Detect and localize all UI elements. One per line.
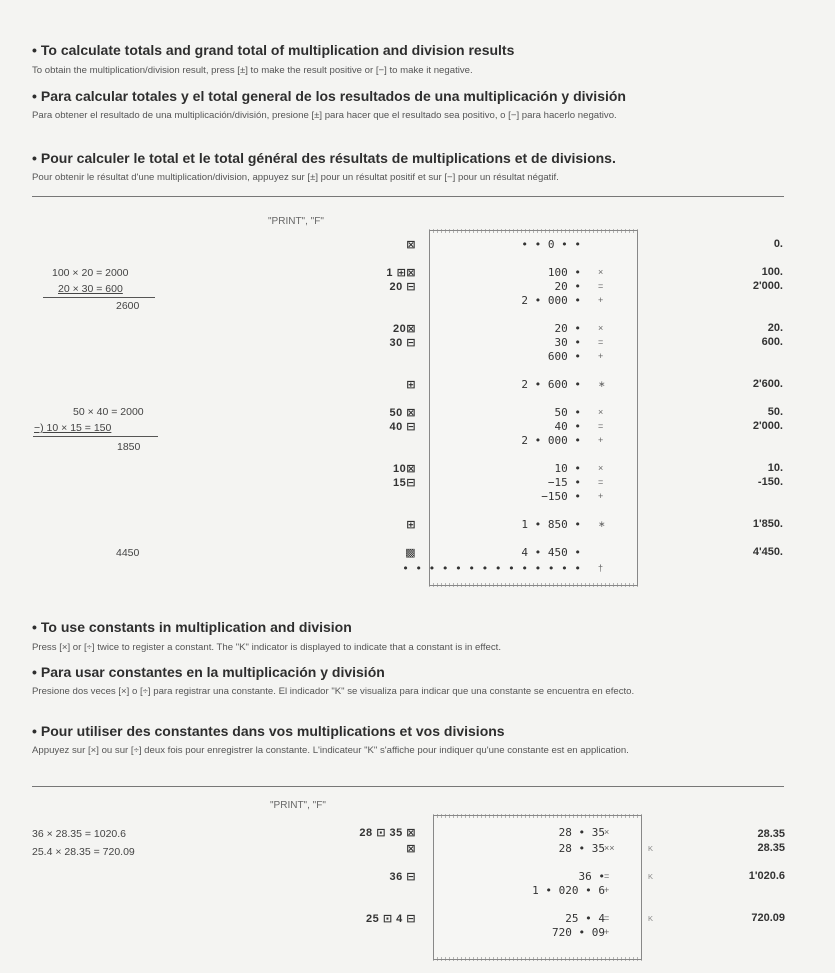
tape-operator: =: [598, 421, 604, 431]
calc-line: 50 × 40 = 2000: [73, 406, 144, 418]
section2-print-label: "PRINT", "F": [270, 800, 326, 811]
key-sequence: ⊠: [406, 843, 416, 855]
tape-number: −150 •: [541, 490, 581, 503]
key-sequence: 40 ⊟: [389, 421, 416, 433]
tape-operator: +: [598, 435, 604, 445]
key-sequence: 28 ⊡ 35 ⊠: [359, 827, 416, 839]
tape-number: −15 •: [547, 476, 581, 489]
display-value: 2'600.: [752, 378, 783, 390]
tape-number: 720 • 09: [552, 926, 605, 939]
display-value: 2'000.: [752, 420, 783, 432]
section2-body-en: Press [×] or [÷] twice to register a constant. The "K" indicator is displayed to indicate that a constant is in effect.: [32, 642, 501, 653]
key-sequence: 30 ⊟: [389, 337, 416, 349]
tape-operator: ×: [598, 323, 604, 333]
tape-number: 20 •: [554, 280, 581, 293]
key-sequence: ⊞: [406, 379, 416, 391]
tape-operator: ∗: [598, 519, 606, 529]
tape-operator: ×: [598, 407, 604, 417]
tape-operator: +: [598, 491, 604, 501]
key-sequence: 20⊠: [393, 323, 416, 335]
calc-line: 25.4 × 28.35 = 720.09: [32, 846, 135, 858]
tape-operator: =: [604, 871, 610, 881]
section2-title-en: • To use constants in multiplication and division: [32, 619, 352, 635]
display-value: 1'020.6: [748, 870, 785, 882]
key-sequence: ⊞: [406, 519, 416, 531]
calc-line: 20 × 30 = 600: [58, 283, 123, 295]
tape-operator: +: [598, 295, 604, 305]
tape-operator: =: [598, 337, 604, 347]
tape-operator: ×: [598, 267, 604, 277]
calc-line: 100 × 20 = 2000: [52, 267, 129, 279]
calc-line: −) 10 × 15 = 150: [34, 422, 112, 434]
section1-title-fr: • Pour calculer le total et le total général des résultats de multiplications et de divisions.: [32, 150, 616, 166]
section2-body-fr: Appuyez sur [×] ou sur [÷] deux fois pour enregistrer la constante. L'indicateur "K" s'affiche pour indiquer qu'une constante est en application.: [32, 745, 629, 756]
tape-operator: ×: [598, 463, 604, 473]
tape-tear-edge: [429, 229, 638, 233]
display-value: 28.35: [757, 842, 785, 854]
key-sequence: 25 ⊡ 4 ⊟: [366, 913, 416, 925]
section1-title-en: • To calculate totals and grand total of multiplication and division results: [32, 42, 515, 58]
display-value: 28.35: [757, 828, 785, 840]
tape-tear-edge: [433, 957, 642, 961]
display-value: 4'450.: [752, 546, 783, 558]
tape-operator: =: [604, 913, 610, 923]
calc-subtotal: 2600: [116, 300, 140, 312]
display-value: 1'850.: [752, 518, 783, 530]
paper-tape: [429, 230, 638, 586]
tape-number: 2 • 000 •: [521, 434, 581, 447]
calc-subtotal: 1850: [117, 441, 141, 453]
k-indicator: K: [648, 872, 654, 881]
key-sequence: 50 ⊠: [389, 407, 416, 419]
section1-body-en: To obtain the multiplication/division result, press [±] to make the result positive or [−] to make it negative.: [32, 65, 473, 76]
tape-number: 36 •: [578, 870, 605, 883]
key-sequence: 15⊟: [393, 477, 416, 489]
display-value: 600.: [761, 336, 783, 348]
key-sequence: ▩: [405, 547, 416, 559]
tape-number: 50 •: [554, 406, 581, 419]
display-value: 720.09: [751, 912, 785, 924]
section1-body-fr: Pour obtenir le résultat d'une multiplication/division, appuyez sur [±] pour un résultat positif et sur [−] pour un résultat négatif.: [32, 172, 559, 183]
key-sequence: 36 ⊟: [389, 871, 416, 883]
tape-number: 10 •: [554, 462, 581, 475]
tape-operator: =: [598, 477, 604, 487]
tape-number: 4 • 450 •: [521, 546, 581, 559]
calc-sum-line: [43, 297, 155, 298]
section2-body-es: Presione dos veces [×] o [÷] para registrar una constante. El indicador "K" se visualiza para indicar que una constante se encuentra en efecto.: [32, 686, 635, 697]
display-value: 2'000.: [752, 280, 783, 292]
tape-number: 40 •: [554, 420, 581, 433]
tape-number: 25 • 4: [565, 912, 605, 925]
tape-number: 100 •: [547, 266, 581, 279]
tape-number: 2 • 000 •: [521, 294, 581, 307]
display-value: 10.: [767, 462, 783, 474]
section2-title-fr: • Pour utiliser des constantes dans vos multiplications et vos divisions: [32, 723, 505, 739]
tape-operator: ∗: [598, 379, 606, 389]
section1-divider: [32, 196, 784, 197]
tape-number: 2 • 600 •: [521, 378, 581, 391]
tape-operator: ××: [604, 843, 615, 853]
section1-title-es: • Para calcular totales y el total general de los resultados de una multiplicación y división: [32, 88, 626, 104]
display-value: 100.: [761, 266, 783, 278]
tape-number: • • • • • • • • • • • • • •: [402, 562, 581, 575]
tape-number: 20 •: [554, 322, 581, 335]
tape-number: 30 •: [554, 336, 581, 349]
section1-print-label: "PRINT", "F": [268, 216, 324, 227]
key-sequence: 20 ⊟: [389, 281, 416, 293]
k-indicator: K: [648, 914, 654, 923]
display-value: 0.: [773, 238, 783, 250]
tape-operator: †: [598, 563, 604, 573]
key-sequence: 10⊠: [393, 463, 416, 475]
section2-title-es: • Para usar constantes en la multiplicación y división: [32, 664, 385, 680]
tape-tear-edge: [433, 814, 642, 818]
display-value: -150.: [757, 476, 783, 488]
key-sequence: 1 ⊞⊠: [386, 267, 416, 279]
display-value: 50.: [767, 406, 783, 418]
k-indicator: K: [648, 844, 654, 853]
section1-body-es: Para obtener el resultado de una multiplicación/división, presione [±] para hacer que el resultado sea positivo, o [−] para hacerlo negativo.: [32, 110, 617, 121]
calc-line: 36 × 28.35 = 1020.6: [32, 828, 127, 840]
tape-operator: +: [604, 885, 610, 895]
tape-operator: =: [598, 281, 604, 291]
tape-operator: +: [604, 927, 610, 937]
tape-number: 28 • 35: [558, 826, 605, 839]
section2-divider: [32, 786, 784, 787]
tape-number: 28 • 35: [558, 842, 605, 855]
display-value: 20.: [767, 322, 783, 334]
calc-sum-line: [33, 436, 158, 437]
tape-number: 1 • 020 • 6: [532, 884, 605, 897]
tape-operator: ×: [604, 827, 610, 837]
tape-number: 600 •: [547, 350, 581, 363]
key-sequence: ⊠: [406, 239, 416, 251]
calc-grand-total: 4450: [116, 547, 140, 559]
tape-number: 1 • 850 •: [521, 518, 581, 531]
tape-operator: +: [598, 351, 604, 361]
tape-number: • • 0 • •: [521, 238, 581, 251]
tape-tear-edge: [429, 583, 638, 587]
